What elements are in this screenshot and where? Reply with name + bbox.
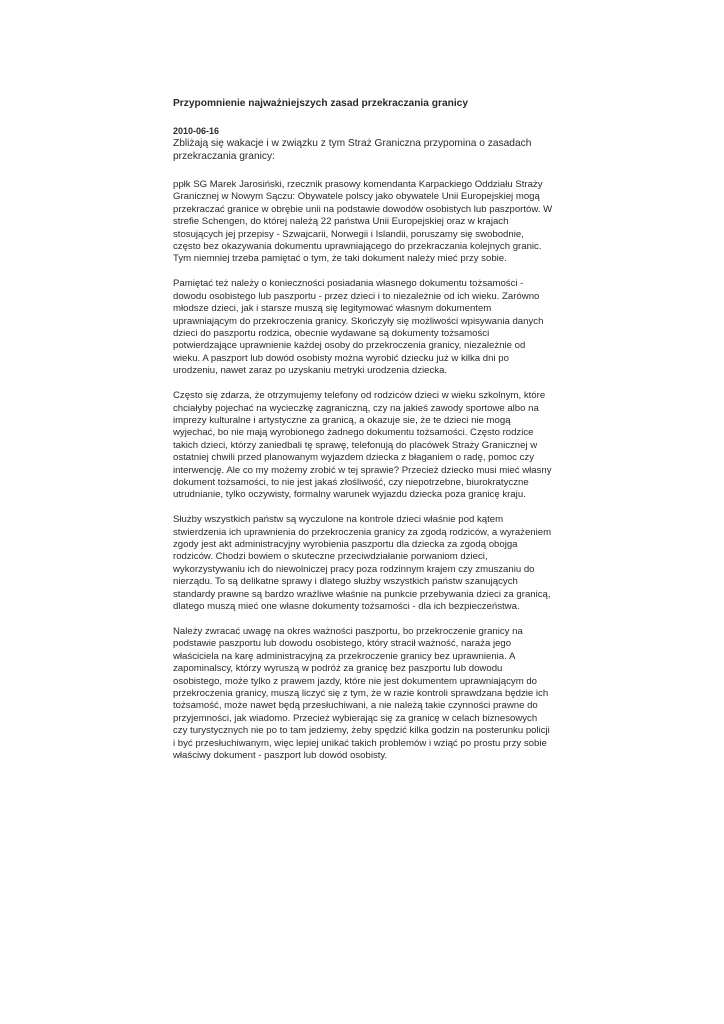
article-paragraph-4: Służby wszystkich państw są wyczulone na kontrole dzieci właśnie pod kątem stwierdzenia ich uprawnienia do przekroczenia granicy za zgodą rodziców, a wyrażeniem zgody jest akt administracyjny wyrobienia paszportu dla dziecka za zgodą obojga rodziców. Chodzi bowiem o skuteczne przeciwdziałanie porwaniom dzieci, wykorzystywaniu ich do niewolniczej pracy poza rodzinnym krajem czy zmuszaniu do nierządu. To są delikatne sprawy i dlatego służby wszystkich państw szanujących standardy prawne są bardzo wrażliwe właśnie na punkcie przebywania dzieci za granicą, dlatego muszą mieć one własne dokumenty tożsamości - dla ich bezpieczeństwa. — [173, 514, 552, 613]
article-paragraph-2: Pamiętać też należy o konieczności posiadania własnego dokumentu tożsamości - dowodu osobistego lub paszportu - przez dzieci i to niezależnie od ich wieku. Zarówno młodsze dzieci, jak i starsze muszą się legitymować własnym dokumentem uprawniającym do przekroczenia granicy. Skończyły się możliwości wpisywania danych dzieci do paszportu rodzica, obecnie wydawane są dokumenty tożsamości potwierdzające uprawnienie każdej osoby do przekroczenia granicy, niezależnie od wieku. A paszport lub dowód osobisty można wyrobić dziecku już w kilka dni po urodzeniu, nawet zaraz po uzyskaniu metryki urodzenia dziecka. — [173, 278, 544, 377]
article-title: Przypomnienie najważniejszych zasad przekraczania granicy — [173, 98, 468, 109]
article-paragraph-5: Należy zwracać uwagę na okres ważności paszportu, bo przekroczenie granicy na podstawie paszportu lub dowodu osobistego, który stracił ważność, naraża jego właściciela na karę administracyjną za przekroczenie granicy bez uprawnienia. A zapominalscy, którzy wyruszą w podróż za granicę bez paszportu lub dowodu osobistego, może tylko z prawem jazdy, które nie jest dokumentem uprawniającym do przekroczenia granicy, muszą liczyć się z tym, że w razie kontroli sprawdzana będzie ich tożsamość, może nawet będą przesłuchiwani, a nie należą takie czynności prawne do przyjemności, jak wiadomo. Przecież wybierając się za granicę w celach biznesowych czy turystycznych nie po to tam jedziemy, żeby spędzić kilka godzin na posterunku policji i być przesłuchiwanym, więc lepiej unikać takich problemów i wziąć po prostu przy sobie właściwy dokument - paszport lub dowód osobisty. — [173, 626, 550, 762]
article-intro: Zbliżają się wakacje i w związku z tym Straż Graniczna przypomina o zasadach przekraczania granicy: — [173, 138, 532, 162]
article-paragraph-3: Często się zdarza, że otrzymujemy telefony od rodziców dzieci w wieku szkolnym, które chciałyby pojechać na wycieczkę zagraniczną, czy na jakieś zawody sportowe albo na imprezy kulturalne i artystyczne za granicą, a okazuje sie, że te dzieci nie mogą wyjechać, bo nie mają wyrobionego żadnego dokumentu tożsamości. Często rodzice takich dzieci, którzy zaniedbali tę sprawę, telefonują do placówek Straży Granicznej w ostatniej chwili przed planowanym wyjazdem dziecka z błaganiem o radę, pomoc czy interwencję. Ale co my możemy zrobić w tej sprawie? Przecież dziecko musi mieć własny dokument tożsamości, to nie jest jakaś złośliwość, czy niepotrzebne, biurokratyczne utrudnianie, tylko oczywisty, formalny warunek wyjazdu dziecka poza granicę kraju. — [173, 390, 552, 501]
article-paragraph-1: ppłk SG Marek Jarosiński, rzecznik prasowy komendanta Karpackiego Oddziału Straży Granicznej w Nowym Sączu: Obywatele polscy jako obywatele Unii Europejskiej mogą przekraczać granice w obrębie unii na podstawie dowodów osobistych lub paszportów. W strefie Schengen, do której należą 22 państwa Unii Europejskiej oraz w krajach stosujących jej przepisy - Szwajcarii, Norwegii i Islandii, poruszamy się swobodnie, często bez okazywania dokumentu uprawniającego do przekraczania kolejnych granic. Tym niemniej trzeba pamiętać o tym, że taki dokument należy mieć przy sobie. — [173, 179, 553, 265]
document-page — [173, 97, 553, 775]
article-date: 2010-06-16 — [173, 126, 220, 136]
